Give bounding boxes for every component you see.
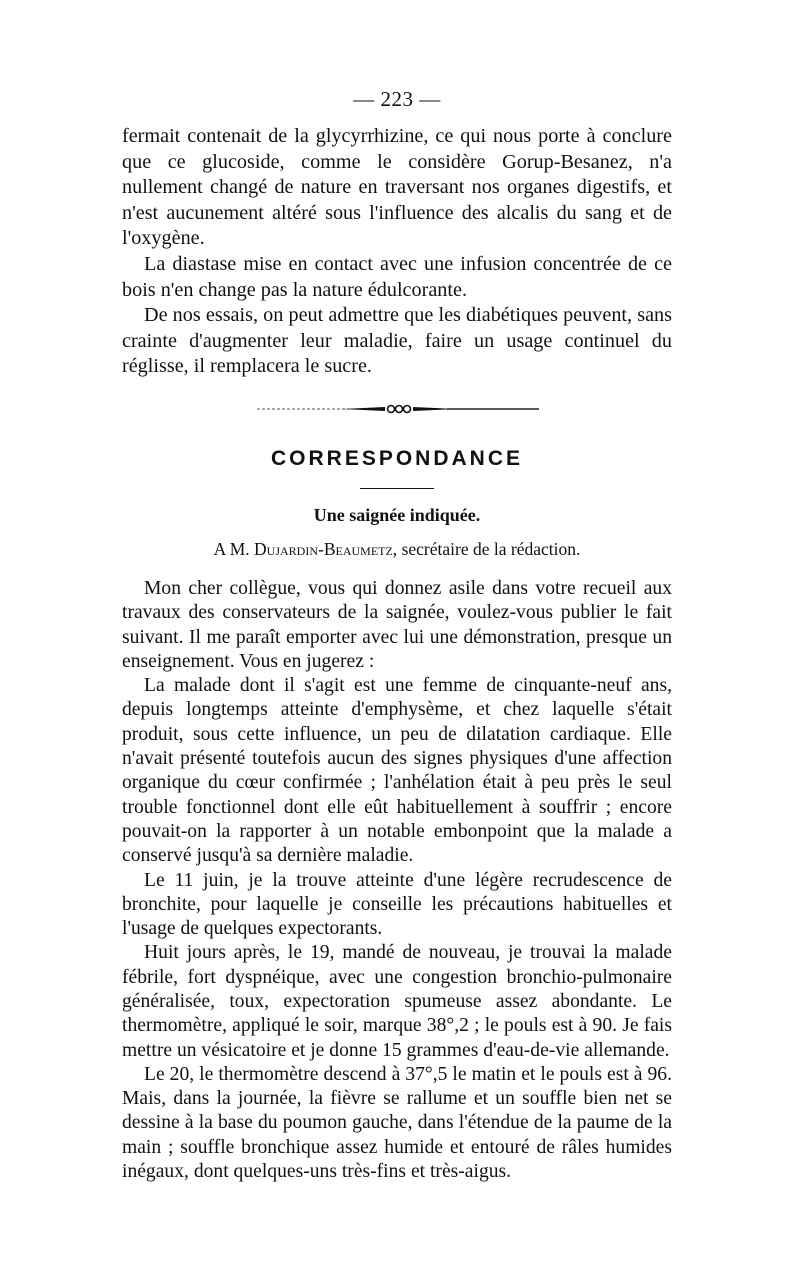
- letter-paragraph-1: Mon cher collègue, vous qui donnez asile dans votre recueil aux travaux des conservateurs de la saignée, voulez-vous publier le fait suivant. Il me paraît emporter avec lui une démonstration, presque un enseignement. Vous en jugerez :: [122, 577, 672, 672]
- letter-paragraph-2: La malade dont il s'agit est une femme de cinquante-neuf ans, depuis longtemps atteinte d'emphysème, et chez laquelle s'était produit, sous cette influence, un peu de dilatation cardiaque. Elle n'avait présenté toutefois aucun des signes physiques d'une affection organique du cœur confirmée ; l'anhélation était à peu près le seul trouble fonctionnel dont elle eût habituellement à souffrir ; encore pouvait-on la rapporter à un notable embonpoint que la malade a conservé jusqu'à sa dernière maladie.: [122, 675, 672, 867]
- intro-text: [122, 124, 672, 380]
- intro-paragraph-3: De nos essais, on peut admettre que les diabétiques peuvent, sans crainte d'augmenter leur maladie, faire un usage continuel du réglisse, il remplacera le sucre.: [122, 304, 672, 378]
- letter-paragraph-5: Le 20, le thermomètre descend à 37°,5 le matin et le pouls est à 96. Mais, dans la journée, la fièvre se rallume et un souffle bien net se dessine à la base du poumon gauche, dans l'étendue de la paume de la main ; souffle bronchique assez humide et entouré de râles humides inégaux, dont quelques-uns très-fins et très-aigus.: [122, 1063, 672, 1183]
- intro-paragraph-2: La diastase mise en contact avec une infusion concentrée de ce bois n'en change pas la nature édulcorante.: [122, 252, 672, 301]
- title-rule: [360, 488, 434, 489]
- section-divider-ornament: [247, 400, 547, 418]
- intro-paragraph-1: fermait contenait de la glycyrrhizine, ce qui nous porte à conclure que ce glucoside, comme le considère Gorup-Besanez, n'a nullement changé de nature en traversant nos organes digestifs, et n'est aucunement altéré sous l'influence des alcalis du sang et de l'oxygène.: [122, 125, 672, 250]
- page-number: — 223 —: [353, 87, 441, 111]
- article-subtitle: Une saignée indiquée.: [313, 504, 481, 525]
- address-prefix: A M.: [213, 538, 250, 559]
- divider-ornament-icon: [247, 400, 547, 418]
- letter-body: [122, 577, 672, 1184]
- letter-paragraph-4: Huit jours après, le 19, mandé de nouveau, je trouvai la malade fébrile, fort dyspnéique, avec une congestion bronchio-pulmonaire généralisée, toux, expectoration spumeuse assez abondante. Le thermomètre, appliqué le soir, marque 38°,2 ; le pouls est à 90. Je fais mettre un vésicatoire et je donne 15 grammes d'eau-de-vie allemande.: [122, 942, 672, 1061]
- letter-paragraph-3: Le 11 juin, je la trouve atteinte d'une légère recrudescence de bronchite, pour laquelle je conseille les précautions habituelles et l'usage de quelques expectorants.: [122, 869, 672, 940]
- address-suffix: secrétaire de la rédaction.: [401, 538, 581, 559]
- address-name: Dujardin-Beaumetz,: [254, 538, 398, 559]
- section-title: CORRESPONDANCE: [270, 446, 524, 470]
- book-page: [122, 86, 672, 1184]
- letter-address: [122, 537, 672, 561]
